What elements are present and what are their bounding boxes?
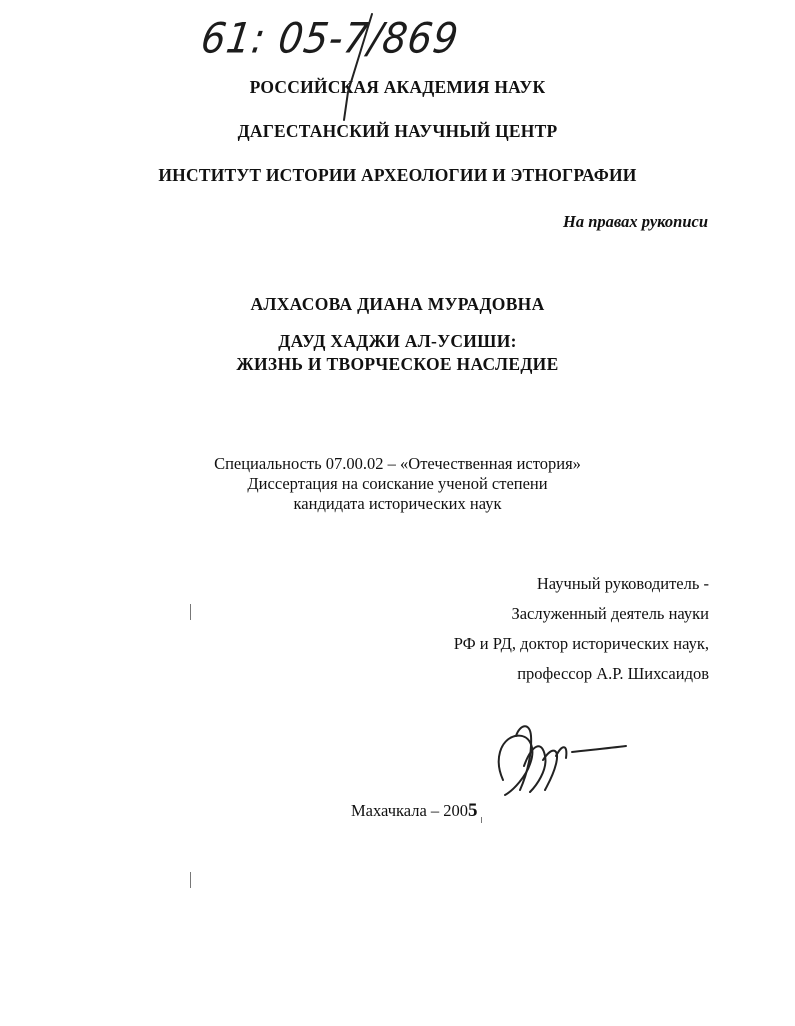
manuscript-note: На правах рукописи	[563, 212, 708, 231]
supervisor-label: Научный руководитель -	[536, 574, 709, 593]
supervisor-honor: Заслуженный деятель науки	[511, 604, 709, 623]
institute-heading: ИНСТИТУТ ИСТОРИИ АРХЕОЛОГИИ И ЭТНОГРАФИИ	[158, 165, 637, 185]
scan-speck	[481, 817, 482, 823]
scan-speck	[190, 604, 191, 620]
academy-heading: РОССИЙСКАЯ АКАДЕМИЯ НАУК	[249, 77, 546, 97]
pen-stroke-mark	[344, 14, 372, 120]
author-name: АЛХАСОВА ДИАНА МУРАДОВНА	[250, 294, 545, 314]
supervisor-name: профессор А.Р. Шихсаидов	[517, 664, 709, 683]
supervisor-degree: РФ и РД, доктор исторических наук,	[453, 634, 709, 653]
dissertation-title-line2: ЖИЗНЬ И ТВОРЧЕСКОЕ НАСЛЕДИЕ	[236, 354, 559, 374]
dissertation-title-line1: ДАУД ХАДЖИ АЛ-УСИШИ:	[278, 331, 517, 351]
scan-speck	[190, 872, 191, 888]
degree-line: Диссертация на соискание ученой степени	[247, 474, 548, 493]
signature-icon	[499, 726, 626, 795]
handwritten-catalog-number: 61: 05-7/869	[198, 14, 462, 63]
year-last-digit: 5	[468, 800, 478, 821]
degree-field-line: кандидата исторических наук	[293, 494, 502, 513]
center-heading: ДАГЕСТАНСКИЙ НАУЧНЫЙ ЦЕНТР	[237, 121, 558, 141]
specialty-line: Специальность 07.00.02 – «Отечественная история»	[214, 454, 581, 473]
place-year-text: Махачкала – 200	[351, 801, 469, 820]
